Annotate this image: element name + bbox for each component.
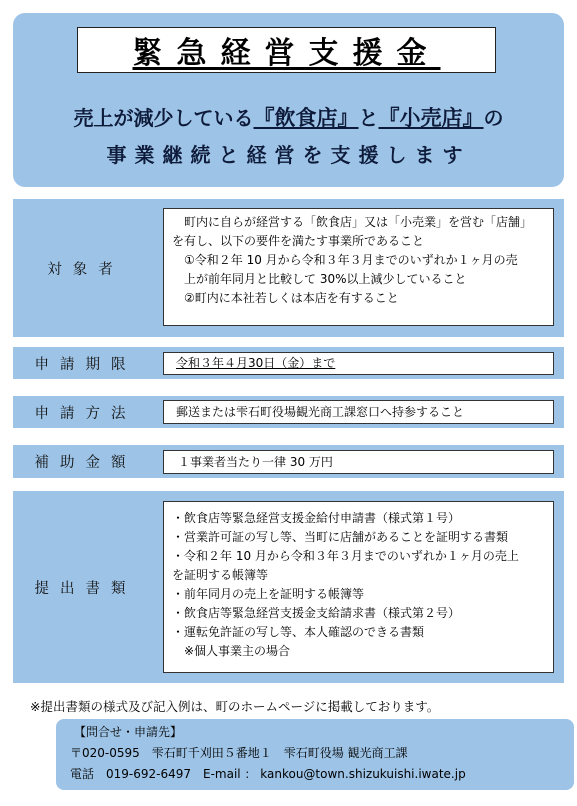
row-text: 上が前年同月と比較して 30%以上減少していること: [172, 272, 467, 286]
row-text: ・飲食店等緊急経営支援金支給請求書（様式第２号）: [172, 606, 461, 620]
page-title: 緊急経営支援金: [77, 27, 496, 73]
row-label: 提出書類: [34, 580, 137, 597]
row-method: [13, 396, 564, 428]
subtitle-line-2: 事業継続と経営を支援します: [106, 143, 471, 167]
row-text: ①令和２年 10 月から令和３年３月までのいずれか１ヶ月の売: [172, 253, 518, 267]
row-target: [13, 199, 564, 337]
footnote: ※提出書類の様式及び記入例は、町のホームページに掲載しております。: [30, 699, 440, 714]
row-text: ・令和２年 10 月から令和３年３月までのいずれか１ヶ月の売上: [172, 549, 519, 563]
row-text: 町内に自らが経営する「飲食店」又は「小売業」を営む「店舗」: [172, 215, 533, 229]
contact-heading: 【問合せ・申請先】: [74, 725, 183, 739]
row-documents: [13, 491, 564, 683]
row-amount: [13, 445, 564, 478]
row-text: 郵送または雫石町役場観光商工課窓口へ持参すること: [176, 405, 465, 419]
row-text: ・営業許可証の写し等、当町に店舗があることを証明する書類: [172, 530, 509, 544]
row-text: 令和３年４月30日（金）まで: [176, 356, 336, 370]
row-text: ・運転免許証の写し等、本人確認のできる書類: [172, 625, 425, 639]
contact-address: 〒020-0595 雫石町千刈田５番地１ 雫石町役場 観光商工課: [70, 746, 408, 760]
row-content: [163, 352, 554, 375]
row-text: を有し、以下の要件を満たす事業所であること: [172, 234, 425, 248]
row-label: 申請方法: [34, 405, 137, 422]
row-text: を証明する帳簿等: [172, 568, 269, 582]
row-label: 対象者: [47, 261, 124, 278]
row-deadline: [13, 347, 564, 379]
row-label: 補助金額: [34, 455, 137, 471]
row-content: [163, 501, 554, 673]
row-text: ※個人事業主の場合: [172, 644, 291, 658]
row-label: 申請期限: [34, 356, 137, 373]
subtitle-line-1: 売上が減少している『飲食店』と『小売店』の: [73, 106, 504, 130]
row-content: [163, 400, 554, 424]
row-text: ②町内に本社若しくは本店を有すること: [172, 291, 399, 305]
row-text: ・前年同月の売上を証明する帳簿等: [172, 587, 365, 601]
row-content: [163, 208, 554, 326]
contact-box: [56, 719, 574, 790]
row-text: １事業者当たり一律 30 万円: [178, 455, 333, 469]
row-text: ・飲食店等緊急経営支援金給付申請書（様式第１号）: [172, 511, 461, 525]
row-content: [163, 450, 554, 474]
contact-phone-email: 電話 019-692-6497 E-mail ： kankou@town.shizukuishi.iwate.jp: [70, 767, 466, 781]
